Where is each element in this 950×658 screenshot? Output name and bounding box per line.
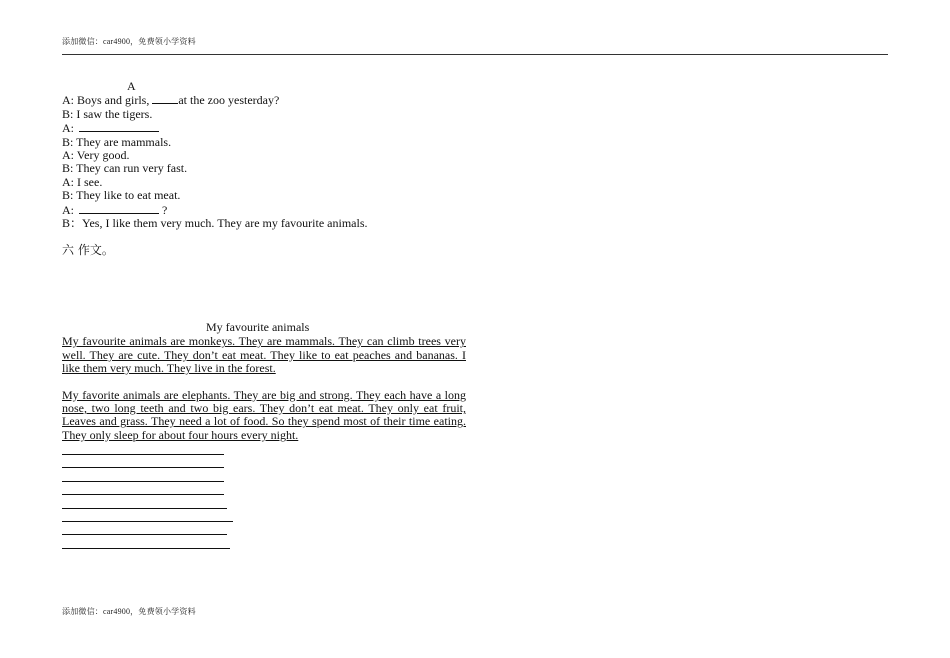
dialogue-line-7: A: I see. [62, 174, 103, 189]
dialogue-line-5: A: Very good. [62, 148, 130, 163]
essay-paragraph-2: My favorite animals are elephants. They are big and strong. They each have a long nose, two long teeth and two big ears. They don’t eat meat. They only eat fruit, Leaves and grass. They need a lot of food. So they spend most of their time eating. They only sleep for about four hours every night. [62, 387, 466, 442]
answer-blank-3[interactable] [79, 203, 159, 214]
writing-line[interactable] [62, 494, 224, 495]
answer-blank-2[interactable] [79, 121, 159, 132]
page-footer-note: 添加微信：car4900，免费领小学资料 [62, 607, 196, 616]
dialogue-line-2: B: I saw the tigers. [62, 106, 153, 121]
essay-paragraph-1: My favourite animals are monkeys. They are mammals. They can climb trees very well. They are cute. They don’t eat meat. They like to eat peaches and bananas. I like them very much. They live in the forest. [62, 334, 466, 376]
header-divider [62, 54, 888, 55]
writing-line[interactable] [62, 534, 227, 535]
essay-block [62, 321, 466, 442]
line-1-post: at the zoo yesterday? [178, 93, 280, 108]
writing-line[interactable] [62, 548, 230, 549]
dialogue-line-3 [62, 121, 482, 135]
dialogue-line-6: B: They can run very fast. [62, 161, 188, 176]
page-header-note: 添加微信：car4900，免费领小学资料 [62, 37, 196, 46]
essay-title: My favourite animals [206, 320, 310, 334]
line-3-pre: A: [62, 121, 77, 136]
writing-line[interactable] [62, 454, 224, 455]
writing-line[interactable] [62, 467, 224, 468]
dialogue-line-1 [62, 93, 482, 107]
writing-line[interactable] [62, 508, 227, 509]
line-1-pre: A: Boys and girls, [62, 93, 153, 108]
section-a-title: A [127, 79, 136, 93]
writing-line[interactable] [62, 481, 224, 482]
dialogue-section-a [62, 80, 482, 230]
answer-blank-1[interactable] [152, 93, 178, 104]
dialogue-line-10: B：Yes, I like them very much. They are my favourite animals. [62, 216, 368, 231]
line-9-pre: A: [62, 202, 77, 217]
dialogue-line-8: B: They like to eat meat. [62, 188, 181, 203]
paragraph-spacer [62, 376, 466, 389]
dialogue-line-9 [62, 203, 482, 217]
section-6-title: 六 作文。 [62, 243, 114, 257]
dialogue-line-4: B: They are mammals. [62, 134, 172, 149]
line-9-post: ? [159, 202, 168, 217]
writing-line[interactable] [62, 521, 233, 522]
